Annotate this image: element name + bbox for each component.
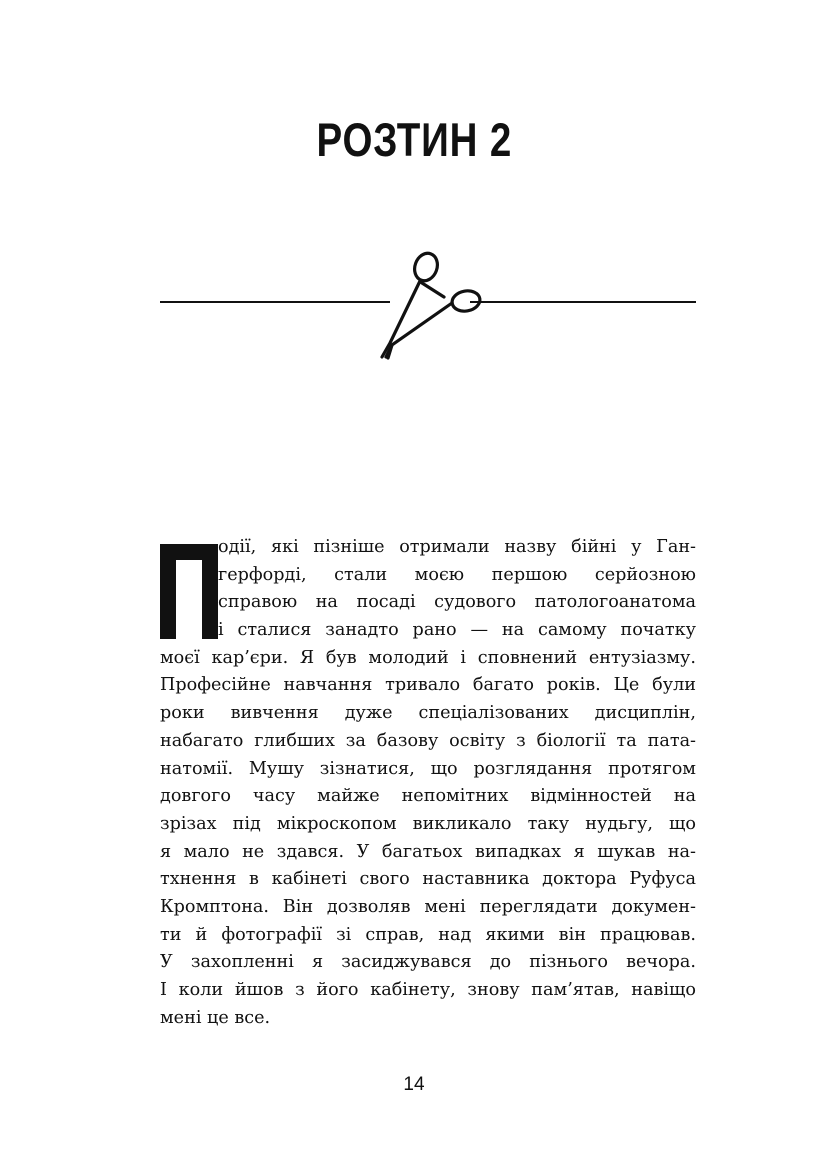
text-line: Кромптона. Він дозволяв мені переглядати докумен-	[160, 896, 696, 917]
chapter-title: РОЗТИН 2	[316, 113, 512, 166]
text-line: І коли йшов з його кабінету, знову пам’ятав, навіщо	[160, 980, 696, 1000]
text-line: герфорді, стали моєю першою серйозною	[218, 564, 696, 585]
body-text	[160, 534, 696, 1032]
text-line: мені це все.	[160, 1007, 271, 1028]
text-line: я мало не здався. У багатьох випадках я шукав на-	[160, 841, 696, 862]
text-line: роки вивчення дуже спеціалізованих дисциплін,	[160, 703, 696, 724]
hemostat-forceps-icon	[370, 245, 485, 360]
text-line: зрізах під мікроскопом викликало таку нудьгу, що	[160, 813, 696, 834]
text-line: одії, які пізніше отримали назву бійні у Ган-	[218, 537, 696, 557]
page-number: 14	[403, 1074, 425, 1095]
text-line: ти й фотографії зі справ, над якими він працював.	[160, 924, 696, 945]
text-line: тхнення в кабінеті свого наставника доктора Руфуса	[160, 869, 696, 890]
text-line: набагато глибших за базову освіту з біології та пата-	[160, 730, 696, 751]
divider-right	[470, 301, 696, 303]
divider-left	[160, 301, 390, 303]
text-line: натомії. Мушу зізнатися, що розглядання протягом	[160, 758, 696, 779]
text-line: довгого часу майже непомітних відмінностей на	[160, 786, 696, 807]
text-line: У захопленні я засиджувався до пізнього вечора.	[160, 952, 696, 973]
text-line: і сталися занадто рано — на самому початку	[218, 620, 696, 641]
text-line: Професійне навчання тривало багато років. Це були	[160, 675, 696, 696]
text-line: моєї кар’єри. Я був молодий і сповнений ентузіазму.	[160, 647, 696, 668]
text-line: справою на посаді судового патологоанатома	[218, 592, 696, 613]
